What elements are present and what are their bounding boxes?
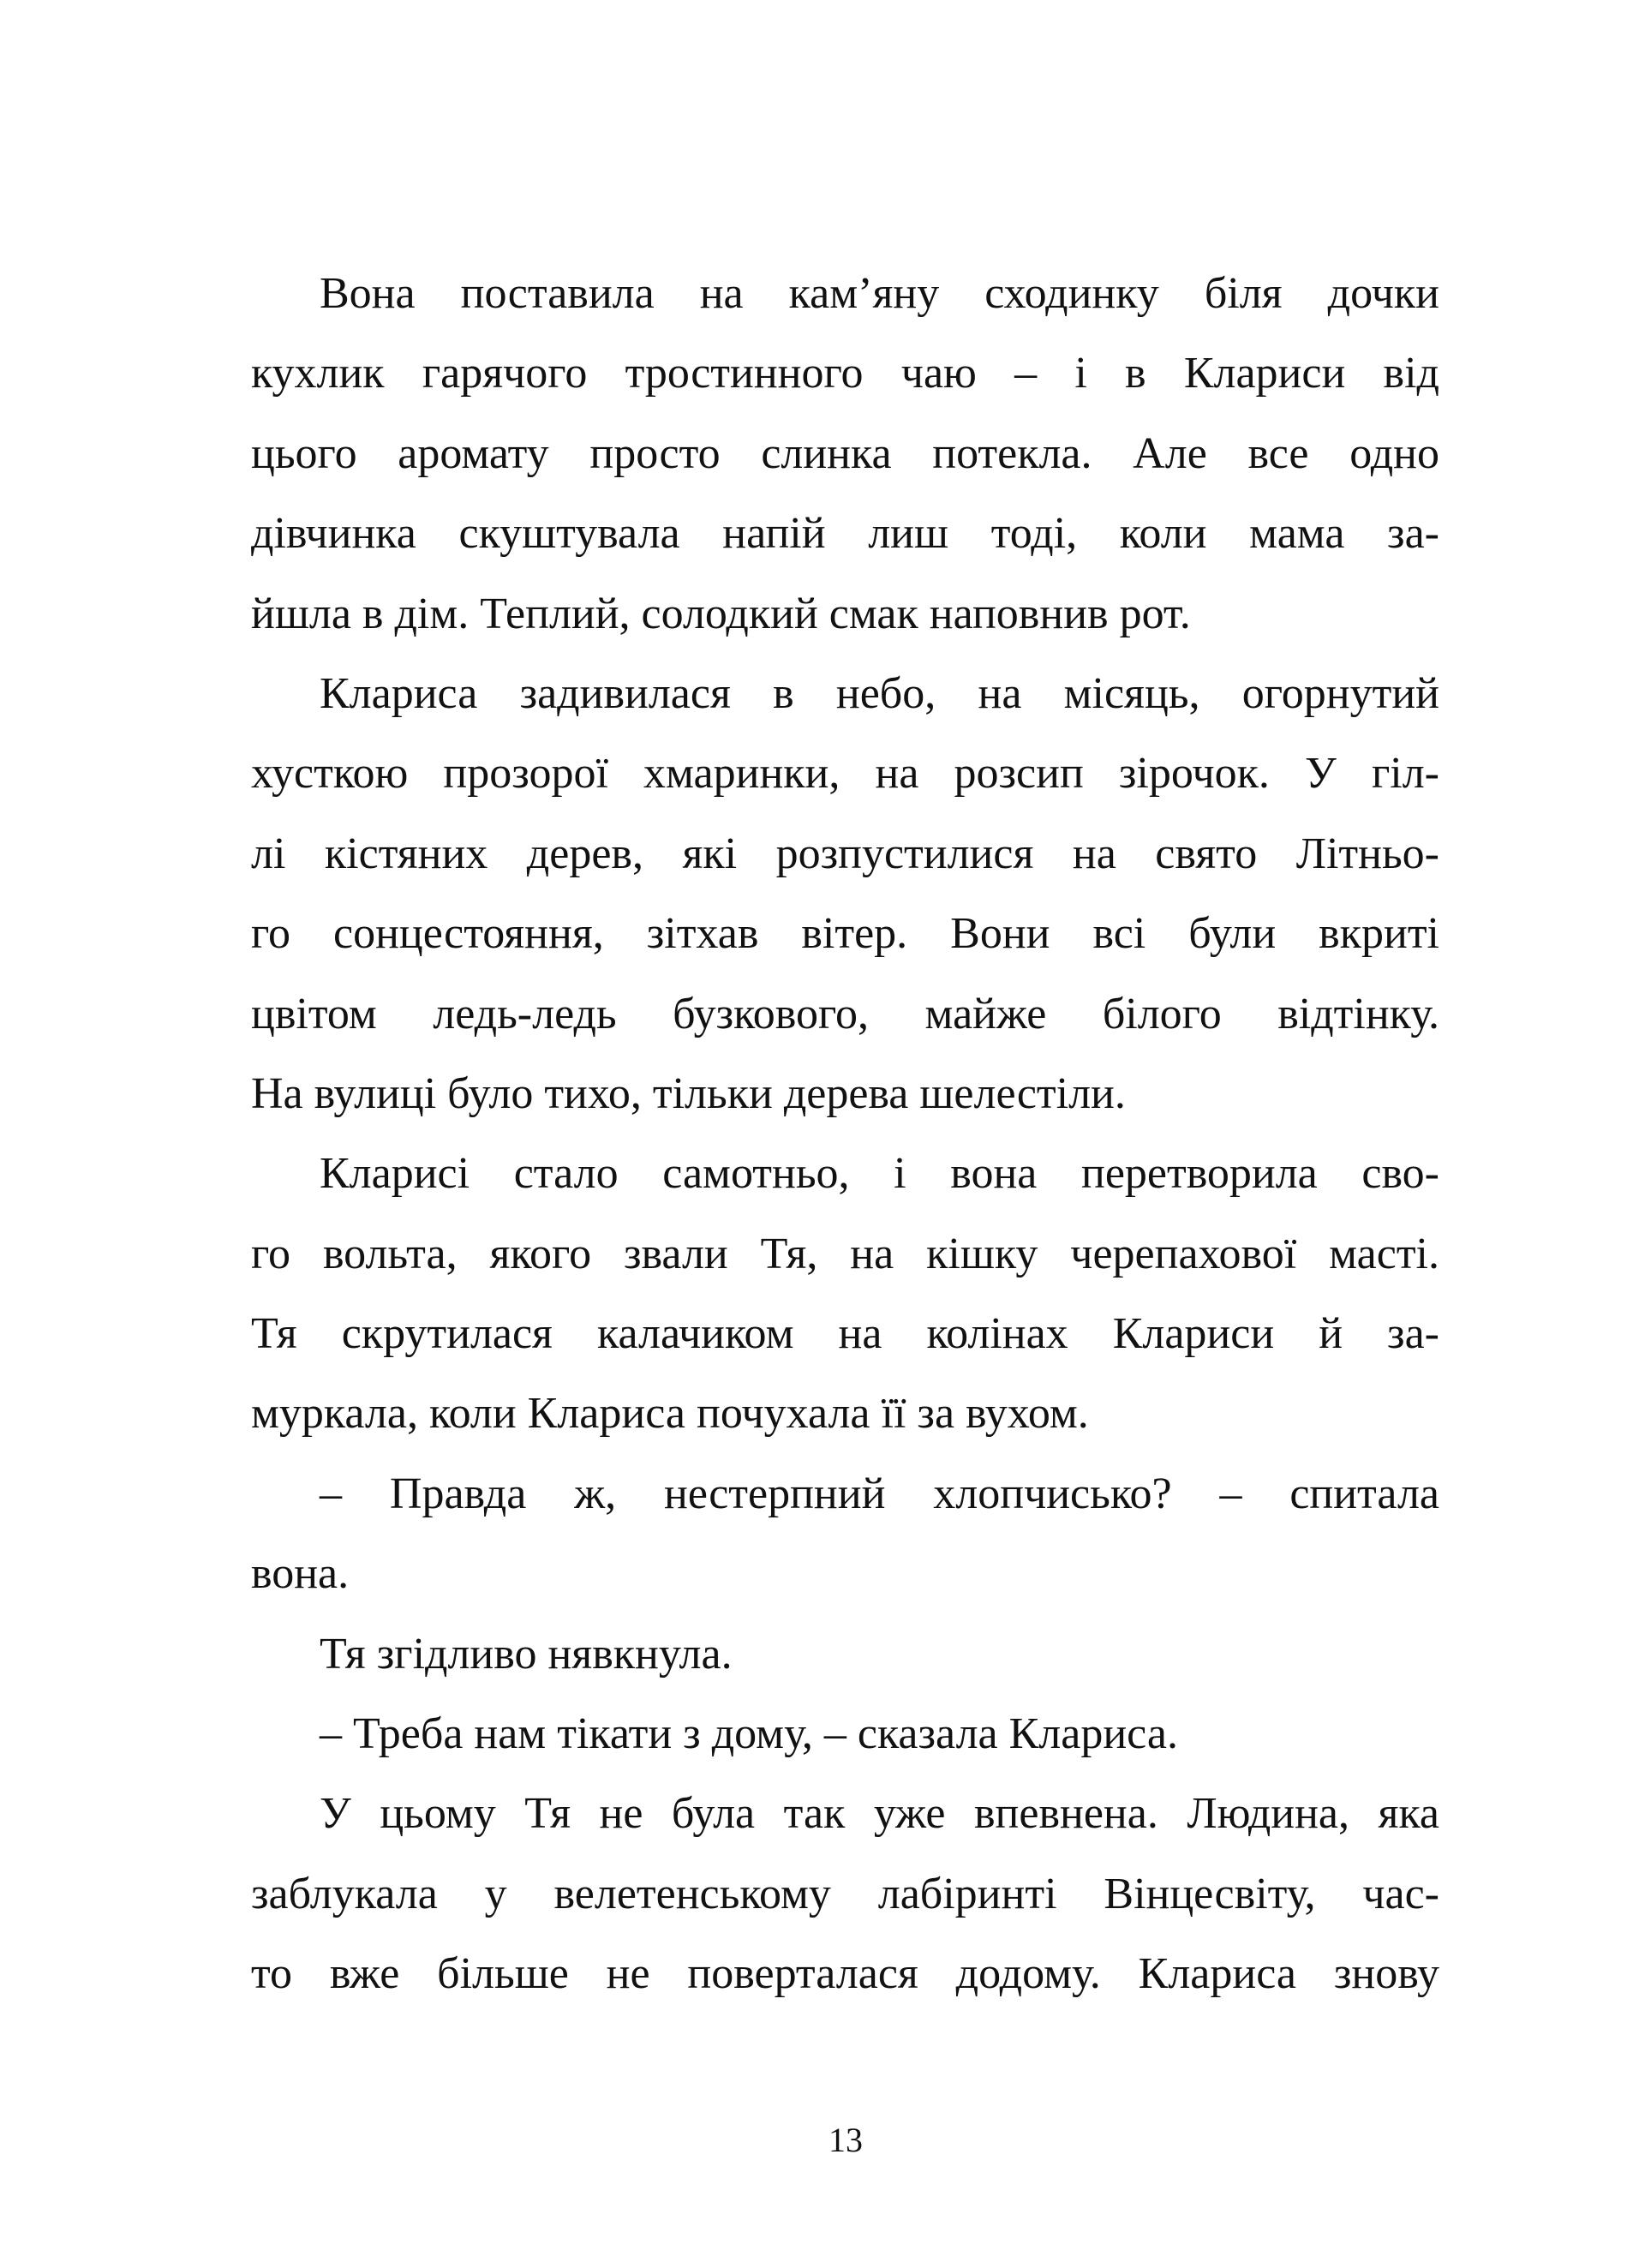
text-line: лі кістяних дерев, які розпустилися на свято Літньо- [251, 829, 1439, 878]
text-line: заблукала у велетенському лабіринті Вінцесвіту, час- [251, 1869, 1439, 1918]
page-number: 13 [828, 2121, 863, 2159]
text-line: Тя скрутилася калачиком на колінах Клариси й за- [251, 1309, 1439, 1359]
text-line: го вольта, якого звали Тя, на кішку черепахової масті. [251, 1229, 1439, 1278]
text-line: – Правда ж, нестерпний хлопчисько? – спитала [320, 1469, 1439, 1518]
text-line: вона. [251, 1549, 350, 1599]
text-line: йшла в дім. Теплий, солодкий смак наповнив рот. [251, 589, 1191, 638]
text-line: Тя згідливо нявкнула. [320, 1629, 733, 1679]
text-line: Кларисі стало самотньо, і вона перетворила сво- [320, 1149, 1439, 1199]
text-line: го сонцестояння, зітхав вітер. Вони всі були вкриті [251, 909, 1439, 959]
text-line: то вже більше не поверталася додому. Клариса знову [251, 1949, 1439, 1999]
text-line: Клариса задивилася в небо, на місяць, огорнутий [320, 668, 1439, 718]
text-line: Вона поставила на кам’яну сходинку біля дочки [320, 269, 1439, 318]
text-line: цвітом ледь-ледь бузкового, майже білого відтінку. [251, 989, 1439, 1038]
text-line: – Треба нам тікати з дому, – сказала Клариса. [320, 1709, 1178, 1759]
body-text [251, 254, 1439, 2014]
text-line: цього аромату просто слинка потекла. Але все одно [251, 428, 1439, 478]
text-line: дівчинка скуштувала напій лиш тоді, коли мама за- [251, 509, 1439, 559]
text-line: На вулиці було тихо, тільки дерева шелестіли. [251, 1068, 1126, 1118]
text-line: муркала, коли Клариса почухала її за вухом. [251, 1389, 1089, 1439]
text-line: У цьому Тя не була так уже впевнена. Людина, яка [320, 1789, 1439, 1839]
text-line: кухлик гарячого тростинного чаю – і в Клариси від [251, 349, 1439, 398]
text-line: хусткою прозорої хмаринки, на розсип зірочок. У гіл- [251, 749, 1439, 799]
